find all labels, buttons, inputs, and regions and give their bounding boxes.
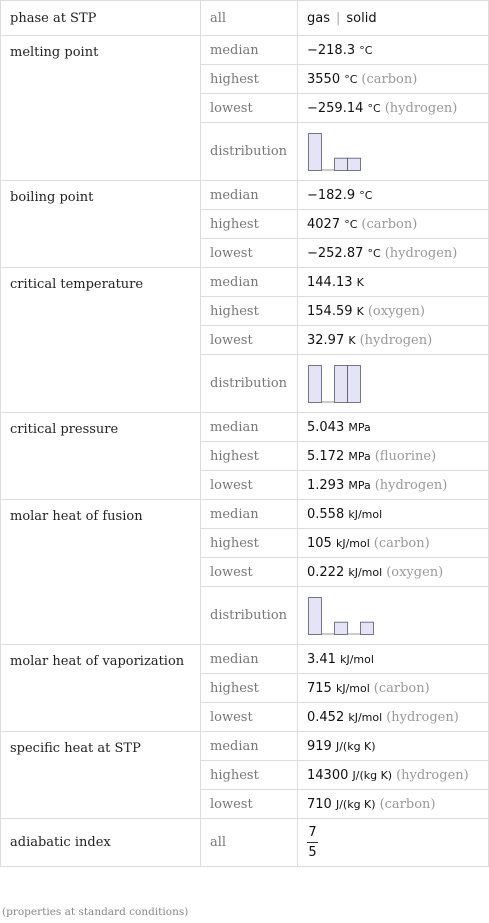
value-cell — [298, 355, 489, 413]
value-cell — [298, 500, 489, 529]
value-number: 919 — [307, 738, 332, 754]
melting-histogram — [307, 131, 379, 173]
value-number: 3550 — [307, 71, 341, 87]
sub-label: highest — [201, 65, 298, 94]
value-cell — [298, 94, 489, 123]
value-number: 4027 — [307, 216, 341, 232]
sub-label: distribution — [201, 123, 298, 181]
sub-label: all — [201, 819, 298, 867]
value-cell — [298, 645, 489, 674]
value-number: 144.13 — [307, 274, 353, 290]
sub-label: median — [201, 36, 298, 65]
value-number: −252.87 — [307, 245, 364, 261]
value-note: (carbon) — [361, 71, 418, 87]
value-number: −182.9 — [307, 187, 356, 203]
value-note: (hydrogen) — [374, 477, 448, 493]
sub-label: median — [201, 732, 298, 761]
value-note: (carbon) — [379, 796, 436, 812]
histogram-bar — [309, 597, 322, 634]
value-unit: °C — [367, 246, 381, 260]
fraction-bar — [307, 842, 318, 843]
value-cell — [298, 732, 489, 761]
value-unit: kJ/mol — [348, 565, 383, 579]
value-cell — [298, 413, 489, 442]
value-note: (carbon) — [373, 535, 430, 551]
value-cell — [298, 36, 489, 65]
value-note: (oxygen) — [367, 303, 425, 319]
property-label: phase at STP — [1, 1, 201, 36]
value-number: 5.043 — [307, 419, 345, 435]
sub-label: lowest — [201, 790, 298, 819]
sub-label: highest — [201, 210, 298, 239]
value-unit: K — [356, 275, 364, 289]
value-unit: °C — [359, 188, 373, 202]
value-unit: MPa — [348, 420, 371, 434]
value-unit: K — [356, 304, 364, 318]
heat-of-fusion-histogram — [307, 595, 379, 637]
sub-label: highest — [201, 761, 298, 790]
value-cell — [298, 587, 489, 645]
histogram-bar — [335, 365, 348, 402]
value-unit: °C — [344, 72, 358, 86]
row-fusion-median — [1, 500, 489, 529]
value-cell — [298, 268, 489, 297]
sub-label: median — [201, 181, 298, 210]
sub-label: median — [201, 645, 298, 674]
value-unit: °C — [359, 43, 373, 57]
property-label: boiling point — [1, 181, 201, 268]
value-unit: kJ/mol — [340, 652, 374, 666]
value-unit: J/(kg K) — [352, 768, 393, 782]
value-number: 32.97 — [307, 332, 345, 348]
critical-temperature-histogram — [307, 363, 379, 405]
value-number: 710 — [307, 796, 332, 812]
row-vapor-median — [1, 645, 489, 674]
fraction-numerator: 7 — [308, 825, 317, 840]
sub-label: lowest — [201, 239, 298, 268]
sub-label: highest — [201, 529, 298, 558]
sub-label: lowest — [201, 326, 298, 355]
value-number: 5.172 — [307, 448, 345, 464]
property-label: critical pressure — [1, 413, 201, 500]
row-adiabatic — [1, 819, 489, 867]
histogram-bar — [348, 365, 361, 402]
value-note: (fluorine) — [374, 448, 437, 464]
value-cell — [298, 674, 489, 703]
fraction — [307, 825, 318, 860]
value-note: (oxygen) — [386, 564, 444, 580]
value-unit: J/(kg K) — [335, 739, 376, 753]
value-number: 0.222 — [307, 564, 345, 580]
value-number: −259.14 — [307, 100, 364, 116]
row-crit-press-median — [1, 413, 489, 442]
property-label: molar heat of fusion — [1, 500, 201, 645]
value-unit: kJ/mol — [348, 507, 383, 521]
value-cell — [298, 761, 489, 790]
property-label: specific heat at STP — [1, 732, 201, 819]
fraction-denominator: 5 — [308, 845, 317, 860]
value-cell — [298, 210, 489, 239]
value-cell — [298, 819, 489, 867]
sub-label: highest — [201, 442, 298, 471]
value-cell — [298, 442, 489, 471]
value-unit: J/(kg K) — [335, 797, 376, 811]
sub-label: highest — [201, 297, 298, 326]
phase-value-1: gas — [307, 10, 330, 26]
property-label: molar heat of vaporization — [1, 645, 201, 732]
value-unit: MPa — [348, 449, 371, 463]
histogram-bar — [348, 158, 361, 170]
value-cell — [298, 181, 489, 210]
sub-label: median — [201, 500, 298, 529]
sub-label: distribution — [201, 587, 298, 645]
row-boiling-median — [1, 181, 489, 210]
value-unit: °C — [367, 101, 381, 115]
value-note: (carbon) — [373, 680, 430, 696]
value-cell — [298, 558, 489, 587]
row-crit-temp-median — [1, 268, 489, 297]
histogram-bar — [361, 622, 374, 634]
sub-label: all — [201, 1, 298, 36]
value-cell — [298, 297, 489, 326]
value-cell — [298, 326, 489, 355]
value-number: 715 — [307, 680, 332, 696]
value-note: (hydrogen) — [384, 100, 458, 116]
value-note: (hydrogen) — [396, 767, 469, 783]
value-number: 3.41 — [307, 651, 336, 667]
sub-label: lowest — [201, 703, 298, 732]
sub-label: lowest — [201, 94, 298, 123]
value-cell — [298, 239, 489, 268]
value-unit: kJ/mol — [335, 681, 370, 695]
value-number: 105 — [307, 535, 332, 551]
value-number: 154.59 — [307, 303, 353, 319]
sub-label: distribution — [201, 355, 298, 413]
value-cell — [298, 703, 489, 732]
property-label: critical temperature — [1, 268, 201, 413]
histogram-bar — [335, 622, 348, 634]
value-note: (hydrogen) — [386, 709, 459, 725]
sub-label: lowest — [201, 558, 298, 587]
phase-value-2: solid — [346, 10, 377, 26]
value-cell — [298, 65, 489, 94]
value-cell — [298, 123, 489, 181]
value-number: −218.3 — [307, 42, 356, 58]
value-note: (hydrogen) — [384, 245, 458, 261]
histogram-bar — [335, 158, 348, 170]
value-unit: K — [348, 333, 356, 347]
row-spec-heat-median — [1, 732, 489, 761]
value-number: 1.293 — [307, 477, 345, 493]
row-melting-median — [1, 36, 489, 65]
value-unit: kJ/mol — [348, 710, 383, 724]
property-label: melting point — [1, 36, 201, 181]
value-cell — [298, 1, 489, 36]
value-number: 14300 — [307, 767, 349, 783]
sub-label: median — [201, 413, 298, 442]
histogram-bar — [309, 365, 322, 402]
sub-label: highest — [201, 674, 298, 703]
value-number: 0.558 — [307, 506, 345, 522]
row-phase — [1, 1, 489, 36]
value-note: (carbon) — [361, 216, 418, 232]
value-cell — [298, 790, 489, 819]
value-unit: kJ/mol — [335, 536, 370, 550]
value-unit: °C — [344, 217, 358, 231]
histogram-bar — [309, 133, 322, 170]
separator: | — [336, 10, 341, 26]
property-label: adiabatic index — [1, 819, 201, 867]
value-number: 0.452 — [307, 709, 345, 725]
sub-label: lowest — [201, 471, 298, 500]
value-cell — [298, 471, 489, 500]
footnote: (properties at standard conditions) — [2, 906, 189, 918]
value-note: (hydrogen) — [359, 332, 433, 348]
sub-label: median — [201, 268, 298, 297]
value-cell — [298, 529, 489, 558]
value-unit: MPa — [348, 478, 371, 492]
